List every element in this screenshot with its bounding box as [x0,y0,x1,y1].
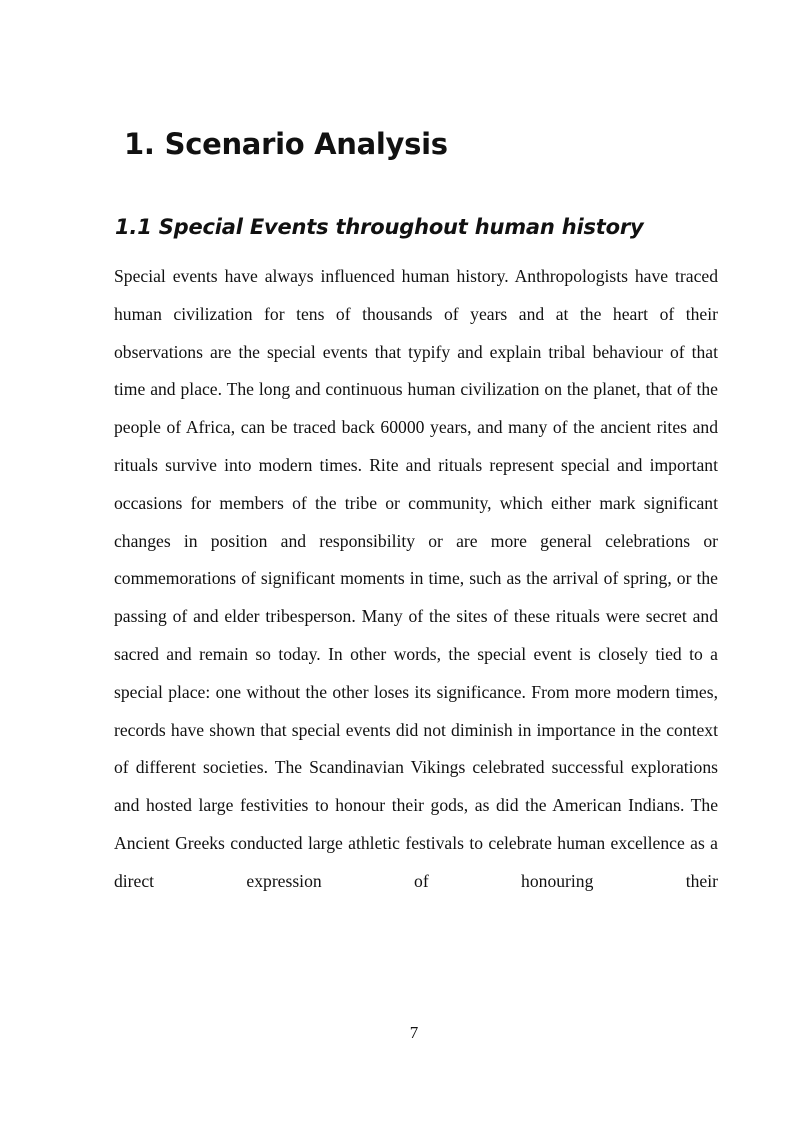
chapter-number: 1. [124,127,155,161]
section-title: 1.1 Special Events throughout human history [115,215,644,239]
chapter-title-text: Scenario Analysis [164,127,448,161]
body-paragraph: Special events have always influenced human history. Anthropologists have traced human civilization for tens of thousands of years and at the heart of their observations are the special events that typify and explain tribal behaviour of that time and place. The long and continuous human civilization on the planet, that of the people of Africa, can be traced back 60000 years, and many of the ancient rites and rituals survive into modern times. Rite and rituals represent special and important occasions for members of the tribe or community, which either mark significant changes in position and responsibility or are more general celebrations or commemorations of significant moments in time, such as the arrival of spring, or the passing of and elder tribesperson. Many of the sites of these rituals were secret and sacred and remain so today. In other words, the special event is closely tied to a special place: one without the other loses its significance. From more modern times, records have shown that special events did not diminish in importance in the context of different societies. The Scandinavian Vikings celebrated successful explorations and hosted large festivities to honour their gods, as did the American Indians. The Ancient Greeks conducted large athletic festivals to celebrate human excellence as a direct expression of honouring their [114,266,718,891]
chapter-title [124,124,448,164]
page-number: 7 [409,1023,419,1042]
